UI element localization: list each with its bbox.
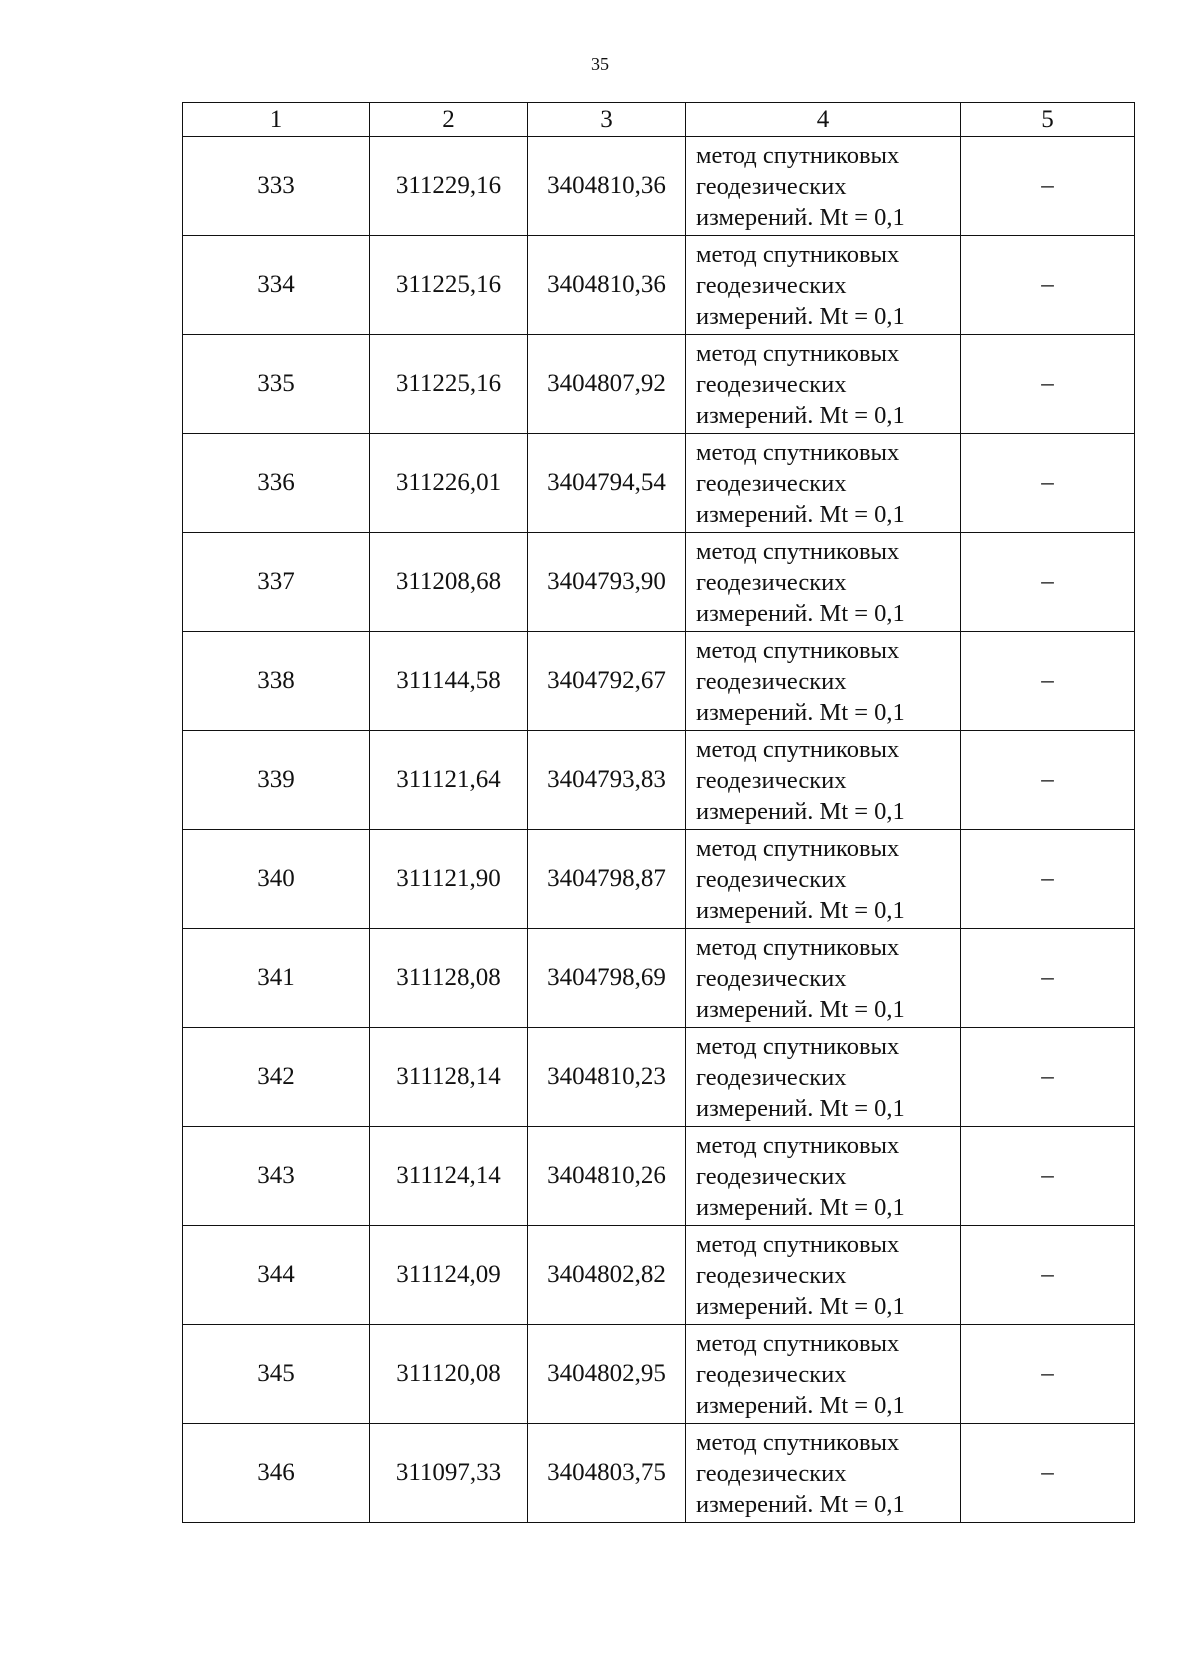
y-coordinate-cell: 3404798,87 <box>528 830 686 929</box>
y-coordinate-cell: 3404793,83 <box>528 731 686 830</box>
x-coordinate-cell: 311226,01 <box>370 434 528 533</box>
method-cell <box>686 632 961 731</box>
point-number-cell: 333 <box>183 137 370 236</box>
method-line: измерений. Mt = 0,1 <box>696 896 905 924</box>
method-line: метод спутниковых <box>696 537 900 565</box>
method-line: геодезических <box>696 1162 847 1190</box>
point-number-cell: 343 <box>183 1127 370 1226</box>
method-cell <box>686 434 961 533</box>
method-cell <box>686 731 961 830</box>
point-number-cell: 334 <box>183 236 370 335</box>
x-coordinate-cell: 311120,08 <box>370 1325 528 1424</box>
method-line: геодезических <box>696 1261 847 1289</box>
note-cell: – <box>961 929 1135 1028</box>
method-line: геодезических <box>696 865 847 893</box>
method-cell <box>686 1028 961 1127</box>
x-coordinate-cell: 311128,14 <box>370 1028 528 1127</box>
method-line: метод спутниковых <box>696 735 900 763</box>
method-cell <box>686 929 961 1028</box>
method-line: геодезических <box>696 370 847 398</box>
table-row <box>183 1424 1135 1523</box>
method-line: метод спутниковых <box>696 438 900 466</box>
y-coordinate-cell: 3404802,82 <box>528 1226 686 1325</box>
x-coordinate-cell: 311097,33 <box>370 1424 528 1523</box>
method-line: измерений. Mt = 0,1 <box>696 302 905 330</box>
method-cell <box>686 1424 961 1523</box>
table-body <box>183 137 1135 1523</box>
method-line: метод спутниковых <box>696 834 900 862</box>
method-line: измерений. Mt = 0,1 <box>696 401 905 429</box>
point-number-cell: 345 <box>183 1325 370 1424</box>
table-row <box>183 533 1135 632</box>
method-line: измерений. Mt = 0,1 <box>696 995 905 1023</box>
method-cell <box>686 1226 961 1325</box>
y-coordinate-cell: 3404793,90 <box>528 533 686 632</box>
method-line: метод спутниковых <box>696 1032 900 1060</box>
point-number-cell: 346 <box>183 1424 370 1523</box>
method-line: метод спутниковых <box>696 1230 900 1258</box>
method-cell <box>686 533 961 632</box>
table-row <box>183 830 1135 929</box>
method-line: геодезических <box>696 271 847 299</box>
x-coordinate-cell: 311208,68 <box>370 533 528 632</box>
method-line: измерений. Mt = 0,1 <box>696 1193 905 1221</box>
y-coordinate-cell: 3404810,23 <box>528 1028 686 1127</box>
table-row <box>183 632 1135 731</box>
note-cell: – <box>961 533 1135 632</box>
note-cell: – <box>961 632 1135 731</box>
method-line: метод спутниковых <box>696 1131 900 1159</box>
method-cell <box>686 236 961 335</box>
method-line: геодезических <box>696 1459 847 1487</box>
note-cell: – <box>961 1028 1135 1127</box>
method-line: метод спутниковых <box>696 141 900 169</box>
column-header-5: 5 <box>961 103 1135 137</box>
y-coordinate-cell: 3404810,26 <box>528 1127 686 1226</box>
method-line: измерений. Mt = 0,1 <box>696 599 905 627</box>
column-header-1: 1 <box>183 103 370 137</box>
method-line: геодезических <box>696 469 847 497</box>
note-cell: – <box>961 335 1135 434</box>
table-row <box>183 434 1135 533</box>
column-header-2: 2 <box>370 103 528 137</box>
point-number-cell: 338 <box>183 632 370 731</box>
method-line: измерений. Mt = 0,1 <box>696 1391 905 1419</box>
method-line: измерений. Mt = 0,1 <box>696 203 905 231</box>
y-coordinate-cell: 3404794,54 <box>528 434 686 533</box>
x-coordinate-cell: 311124,09 <box>370 1226 528 1325</box>
page-number: 35 <box>591 54 609 74</box>
method-line: метод спутниковых <box>696 240 900 268</box>
x-coordinate-cell: 311121,64 <box>370 731 528 830</box>
method-line: измерений. Mt = 0,1 <box>696 500 905 528</box>
x-coordinate-cell: 311225,16 <box>370 236 528 335</box>
y-coordinate-cell: 3404807,92 <box>528 335 686 434</box>
method-cell <box>686 1127 961 1226</box>
note-cell: – <box>961 731 1135 830</box>
x-coordinate-cell: 311229,16 <box>370 137 528 236</box>
method-line: измерений. Mt = 0,1 <box>696 1490 905 1518</box>
x-coordinate-cell: 311128,08 <box>370 929 528 1028</box>
y-coordinate-cell: 3404798,69 <box>528 929 686 1028</box>
point-number-cell: 339 <box>183 731 370 830</box>
point-number-cell: 337 <box>183 533 370 632</box>
method-line: измерений. Mt = 0,1 <box>696 698 905 726</box>
point-number-cell: 341 <box>183 929 370 1028</box>
y-coordinate-cell: 3404810,36 <box>528 137 686 236</box>
method-line: геодезических <box>696 172 847 200</box>
method-cell <box>686 830 961 929</box>
method-line: измерений. Mt = 0,1 <box>696 1094 905 1122</box>
method-cell <box>686 1325 961 1424</box>
y-coordinate-cell: 3404792,67 <box>528 632 686 731</box>
point-number-cell: 335 <box>183 335 370 434</box>
table-row <box>183 1028 1135 1127</box>
table-row <box>183 1325 1135 1424</box>
note-cell: – <box>961 137 1135 236</box>
point-number-cell: 336 <box>183 434 370 533</box>
method-line: метод спутниковых <box>696 636 900 664</box>
method-line: метод спутниковых <box>696 1428 900 1456</box>
column-header-4: 4 <box>686 103 961 137</box>
x-coordinate-cell: 311121,90 <box>370 830 528 929</box>
method-line: геодезических <box>696 667 847 695</box>
point-number-cell: 342 <box>183 1028 370 1127</box>
note-cell: – <box>961 1424 1135 1523</box>
method-line: геодезических <box>696 568 847 596</box>
method-line: геодезических <box>696 766 847 794</box>
table-row <box>183 1127 1135 1226</box>
y-coordinate-cell: 3404802,95 <box>528 1325 686 1424</box>
method-line: геодезических <box>696 1063 847 1091</box>
method-cell <box>686 137 961 236</box>
method-line: геодезических <box>696 1360 847 1388</box>
table-row <box>183 929 1135 1028</box>
point-number-cell: 340 <box>183 830 370 929</box>
note-cell: – <box>961 830 1135 929</box>
y-coordinate-cell: 3404810,36 <box>528 236 686 335</box>
note-cell: – <box>961 236 1135 335</box>
note-cell: – <box>961 434 1135 533</box>
note-cell: – <box>961 1226 1135 1325</box>
method-cell <box>686 335 961 434</box>
column-header-3: 3 <box>528 103 686 137</box>
x-coordinate-cell: 311124,14 <box>370 1127 528 1226</box>
method-line: измерений. Mt = 0,1 <box>696 1292 905 1320</box>
method-line: метод спутниковых <box>696 933 900 961</box>
x-coordinate-cell: 311225,16 <box>370 335 528 434</box>
coordinates-table <box>182 102 1135 1523</box>
x-coordinate-cell: 311144,58 <box>370 632 528 731</box>
method-line: метод спутниковых <box>696 1329 900 1357</box>
note-cell: – <box>961 1325 1135 1424</box>
method-line: метод спутниковых <box>696 339 900 367</box>
point-number-cell: 344 <box>183 1226 370 1325</box>
y-coordinate-cell: 3404803,75 <box>528 1424 686 1523</box>
table-row <box>183 1226 1135 1325</box>
table-header-row <box>183 103 1135 137</box>
table-row <box>183 137 1135 236</box>
table-row <box>183 731 1135 830</box>
method-line: измерений. Mt = 0,1 <box>696 797 905 825</box>
method-line: геодезических <box>696 964 847 992</box>
table-row <box>183 236 1135 335</box>
table-row <box>183 335 1135 434</box>
note-cell: – <box>961 1127 1135 1226</box>
